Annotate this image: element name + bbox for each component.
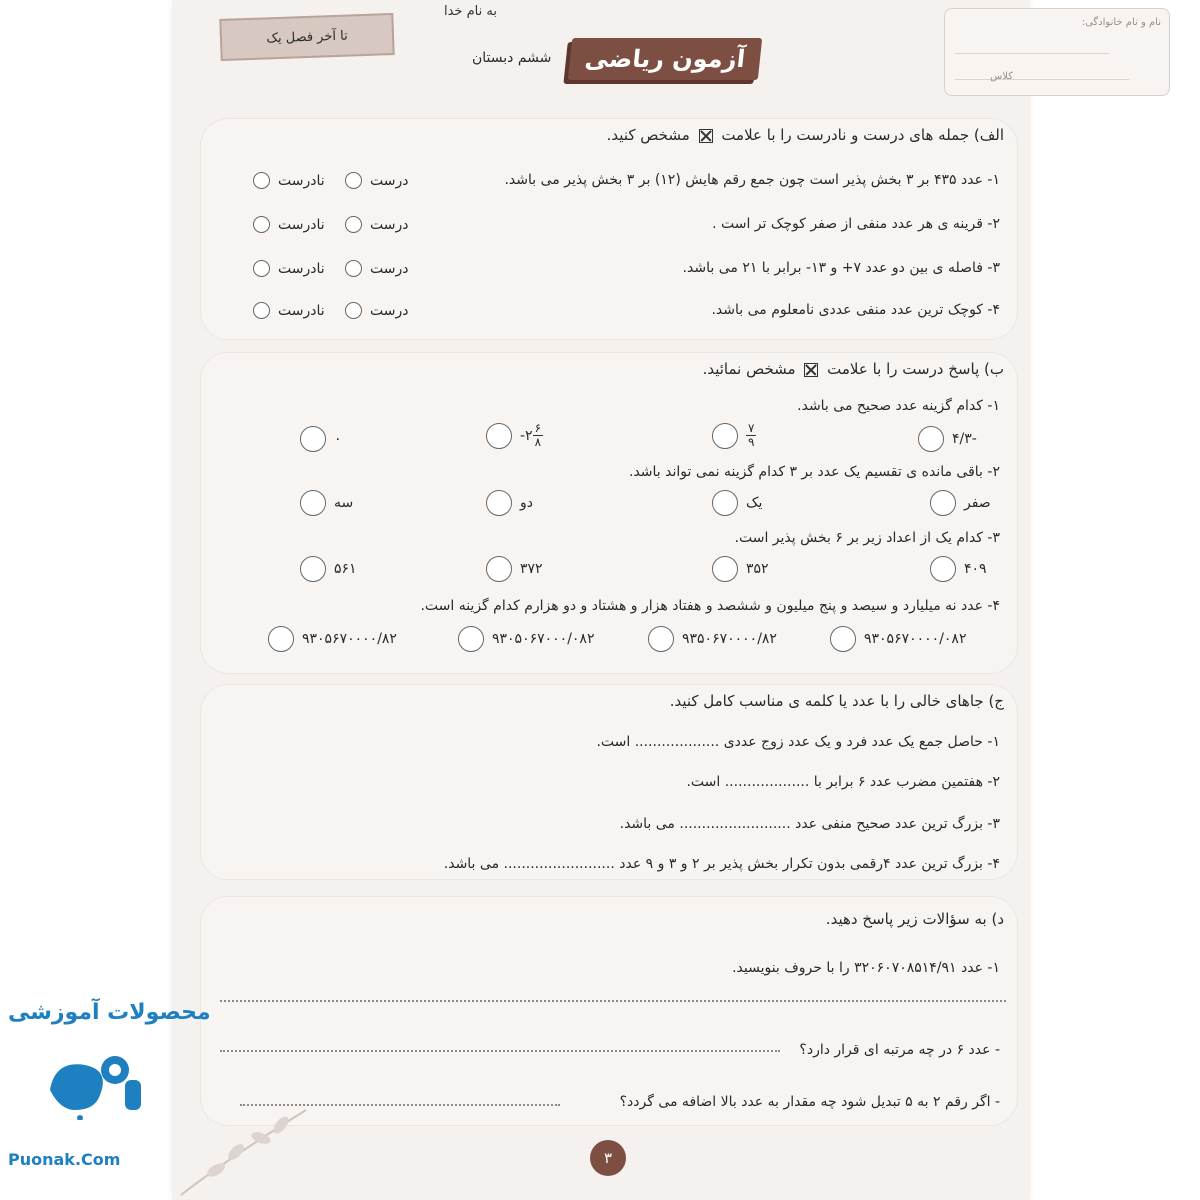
section-d-title: د) به سؤالات زیر پاسخ دهید. [825, 910, 1004, 928]
tf-true-option-4[interactable]: درست [345, 302, 408, 319]
tf-true-option-1[interactable]: درست [345, 172, 408, 189]
mc-question-2: ۲- باقی مانده ی تقسیم یک عدد بر ۳ کدام گزینه نمی تواند باشد. [629, 464, 1000, 480]
mc-question-4: ۴- عدد نه میلیارد و سیصد و پنج میلیون و ششصد و هفتاد هزار و هشتاد و دو هزارم کدام گزینه است. [420, 598, 1000, 614]
tf-question-2: ۲- قرینه ی هر عدد منفی از صفر کوچک تر است . [712, 216, 1000, 232]
name-label: نام و نام خانوادگی: [1081, 17, 1161, 28]
blank-question-4[interactable]: ۴- بزرگ ترین عدد ۴رقمی بدون تکرار بخش پذیر بر ۲ و ۳ و ۹ عدد ......................... می باشد. [443, 856, 1000, 872]
mc-q2-option-3[interactable]: دو [486, 490, 533, 516]
puonak-logo [40, 1040, 150, 1120]
tf-question-4: ۴- کوچک ترین عدد منفی عددی نامعلوم می باشد. [711, 302, 1000, 318]
brand-url[interactable]: Puonak.Com [8, 1150, 121, 1169]
class-line [955, 79, 1129, 80]
tf-true-option-2[interactable]: درست [345, 216, 408, 233]
bismillah: به نام خدا [444, 4, 497, 19]
mc-q4-option-2[interactable]: ۹۳۵۰۶۷۰۰۰۰/۸۲ [648, 626, 777, 652]
mc-question-1: ۱- کدام گزینه عدد صحیح می باشد. [797, 398, 1000, 414]
x-mark-icon [804, 363, 818, 377]
fraction-7-9: $\frac{۷}{۹}$ [748, 421, 755, 449]
tf-false-option-1[interactable]: نادرست [253, 172, 325, 189]
mc-q4-option-4[interactable]: ۹۳۰۵۶۷۰۰۰۰/۸۲ [268, 626, 397, 652]
student-info-box [944, 8, 1170, 96]
tf-false-option-3[interactable]: نادرست [253, 260, 325, 277]
section-b-title: ب) پاسخ درست را با علامت مشخص نمائید. [702, 360, 1004, 378]
answer-question-1: ۱- عدد ۳۲۰۶۰۷۰۸۵۱۴/۹۱ را با حروف بنویسید. [732, 960, 1000, 976]
mc-q1-option-3[interactable] [486, 422, 543, 449]
mc-q3-option-4[interactable]: ۵۶۱ [300, 556, 357, 582]
mc-q2-option-1[interactable]: صفر [930, 490, 991, 516]
mc-q2-option-4[interactable]: سه [300, 490, 353, 516]
tf-false-option-2[interactable]: نادرست [253, 216, 325, 233]
mc-q1-option-1[interactable]: -۴/۳ [918, 426, 977, 452]
grade-label: ششم دبستان [472, 50, 552, 66]
answer-question-2: - عدد ۶ در چه مرتبه ای قرار دارد؟ [799, 1042, 1000, 1058]
tf-true-option-3[interactable]: درست [345, 260, 408, 277]
page-number: ۳ [590, 1140, 626, 1176]
tf-question-1: ۱- عدد ۴۳۵ بر ۳ بخش پذیر است چون جمع رقم هایش (۱۲) بر ۳ بخش پذیر می باشد. [504, 172, 1000, 188]
mc-q3-option-3[interactable]: ۳۷۲ [486, 556, 543, 582]
mc-q1-option-2[interactable] [712, 422, 756, 449]
mc-q4-option-3[interactable]: ۹۳۰۵۰۶۷۰۰۰/۰۸۲ [458, 626, 594, 652]
answer-line-2[interactable] [220, 1050, 780, 1052]
mc-q2-option-2[interactable]: یک [712, 490, 762, 516]
tf-false-option-4[interactable]: نادرست [253, 302, 325, 319]
tf-question-3: ۳- فاصله ی بین دو عدد ۷+ و ۱۳- برابر با ۲۱ می باشد. [682, 260, 1000, 276]
mc-q4-option-1[interactable]: ۹۳۰۵۶۷۰۰۰۰/۰۸۲ [830, 626, 966, 652]
section-a-title: الف) جمله های درست و نادرست را با علامت مشخص کنید. [606, 126, 1004, 144]
section-c-title: ج) جاهای خالی را با عدد یا کلمه ی مناسب کامل کنید. [669, 692, 1004, 710]
answer-question-3: - اگر رقم ۲ به ۵ تبدیل شود چه مقدار به عدد بالا اضافه می گردد؟ [619, 1094, 1000, 1110]
scope-tag: تا آخر فصل یک [219, 13, 394, 61]
mc-q3-option-2[interactable]: ۳۵۲ [712, 556, 769, 582]
brand-title: محصولات آموزشی [8, 1000, 211, 1025]
section-short-answer [200, 896, 1018, 1126]
test-title-banner: آزمون ریاضی [568, 38, 762, 80]
blank-question-1[interactable]: ۱- حاصل جمع یک عدد فرد و یک عدد زوج عددی ................... است. [596, 734, 1000, 750]
mixed-number: -۲ $\frac{۶}{۸}$ [520, 421, 542, 449]
blank-question-2[interactable]: ۲- هفتمین مضرب عدد ۶ برابر با ................... است. [686, 774, 1000, 790]
answer-line-1[interactable] [220, 1000, 1006, 1002]
mc-question-3: ۳- کدام یک از اعداد زیر بر ۶ بخش پذیر است. [734, 530, 1000, 546]
name-line [955, 53, 1109, 54]
mc-q3-option-1[interactable]: ۴۰۹ [930, 556, 987, 582]
leaf-branch-decoration [176, 1090, 316, 1200]
x-mark-icon [699, 129, 713, 143]
class-label: کلاس [990, 71, 1013, 82]
blank-question-3[interactable]: ۳- بزرگ ترین عدد صحیح منفی عدد ......................... می باشد. [619, 816, 1000, 832]
mc-q1-option-4[interactable]: ۰ [300, 426, 342, 452]
